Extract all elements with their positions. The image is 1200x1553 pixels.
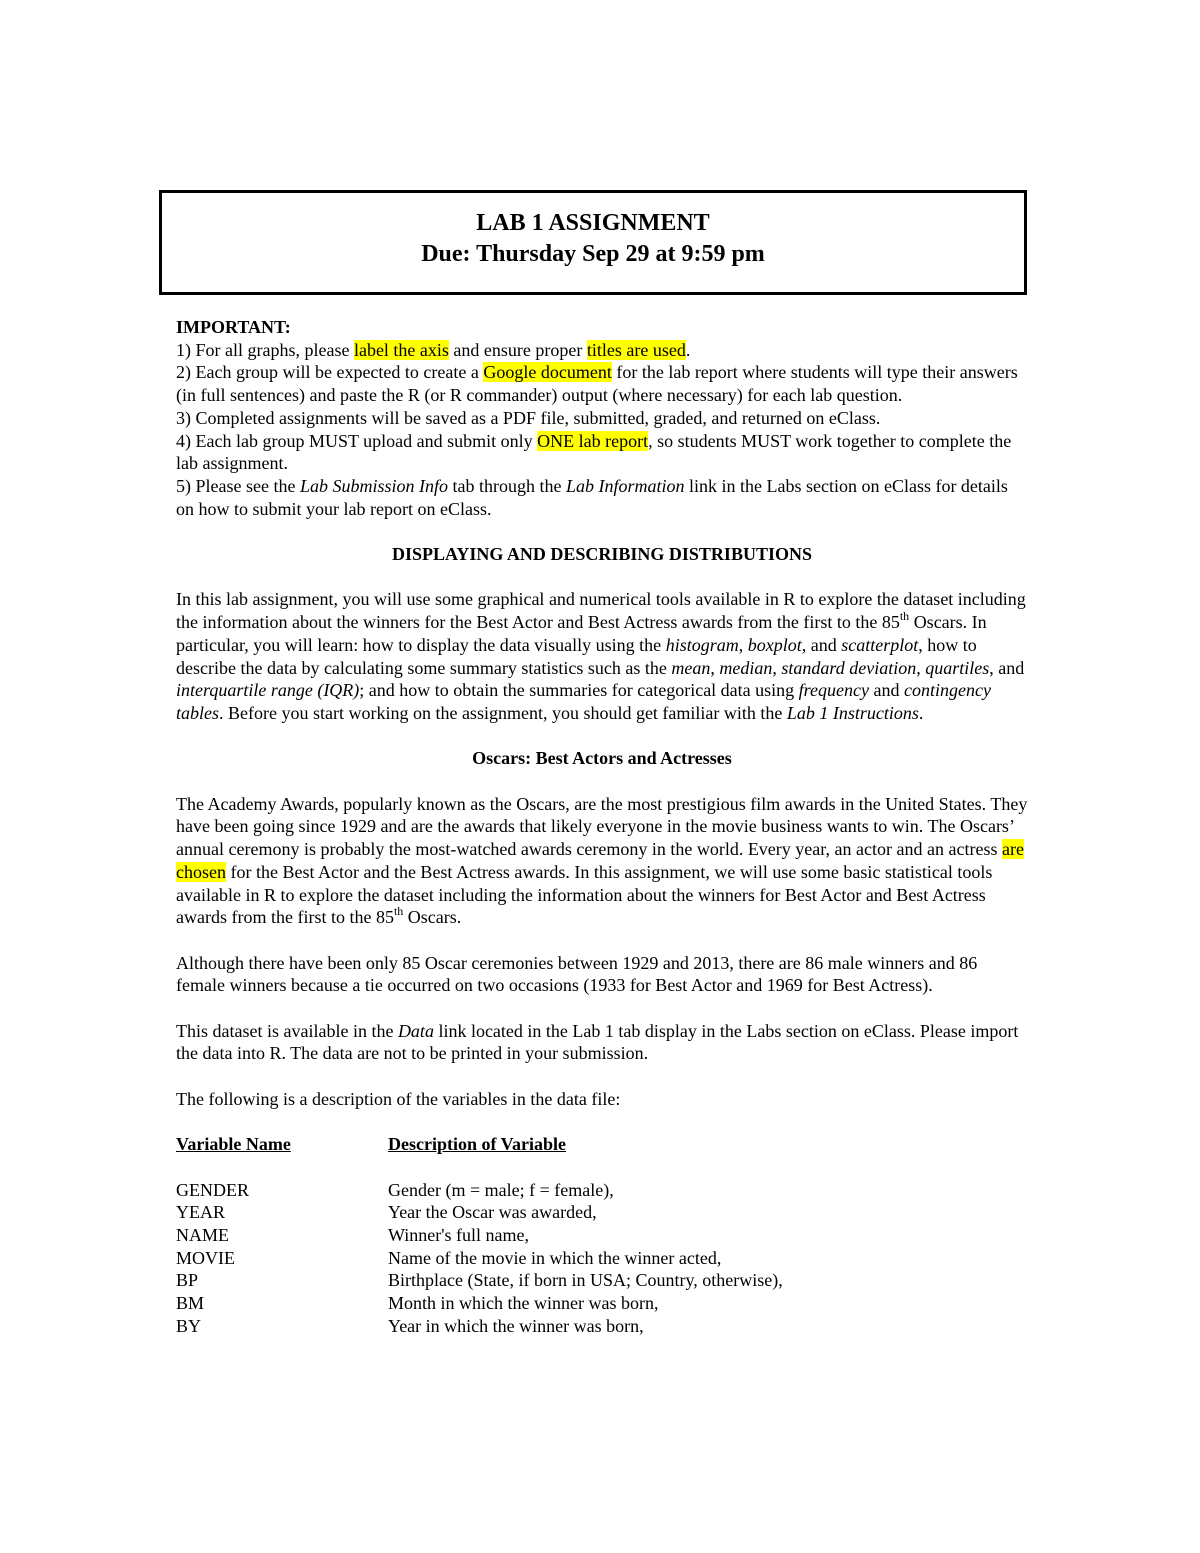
oscars-paragraph-2: Although there have been only 85 Oscar ceremonies between 1929 and 2013, there are 86 male winners and 86 female winners because a tie occurred on two occasions (1933 for Best Actor and 1969 for Best Actress). <box>176 952 978 996</box>
variable-table <box>176 1133 1028 1337</box>
oscars-paragraph-4: The following is a description of the variables in the data file: <box>176 1088 621 1109</box>
variable-desc: Year the Oscar was awarded, <box>388 1202 597 1223</box>
variable-name: BM <box>176 1293 205 1314</box>
variable-name: GENDER <box>176 1179 249 1200</box>
oscars-paragraph-3: This dataset is available in the Data link located in the Lab 1 tab display in the Labs section on eClass. Please import the data into R. The data are not to be printed in your submission. <box>176 1020 1019 1064</box>
variable-desc: Year in which the winner was born, <box>388 1315 644 1336</box>
oscars-paragraph-1: The Academy Awards, popularly known as the Oscars, are the most prestigious film awards in the United States. They have been going since 1929 and are the awards that likely everyone in the movie business wants to win. The Oscars’ annual ceremony is probably the most-watched awards ceremony in the world. Every year, an actor and an actress are chosen for the Best Actor and the Best Actress awards. In this assignment, we will use some basic statistical tools available in R to explore the dataset including the information about the winners for Best Actor and Best Actress awards from the first to the 85th Oscars. <box>176 793 1028 928</box>
important-item-2: 2) Each group will be expected to create a Google document for the lab report where students will type their answers (in full sentences) and paste the R (or R commander) output (where necessary) for each lab question. <box>176 362 1018 406</box>
important-item-5: 5) Please see the Lab Submission Info tab through the Lab Information link in the Labs section on eClass for details on how to submit your lab report on eClass. <box>176 475 1008 519</box>
due-date: Due: Thursday Sep 29 at 9:59 pm <box>421 241 765 267</box>
variable-name-header: Variable Name <box>176 1134 291 1155</box>
variable-name: NAME <box>176 1224 229 1245</box>
variable-name: BP <box>176 1270 199 1291</box>
highlight-are-chosen: are chosen <box>176 839 1024 882</box>
section-heading-distributions: DISPLAYING AND DESCRIBING DISTRIBUTIONS <box>392 544 812 565</box>
variable-desc: Winner's full name, <box>388 1224 529 1245</box>
document-body <box>176 316 1028 1338</box>
variable-name: YEAR <box>176 1202 225 1223</box>
variable-name: BY <box>176 1315 202 1336</box>
important-item-3: 3) Completed assignments will be saved as a PDF file, submitted, graded, and returned on eClass. <box>176 407 881 428</box>
assignment-title: LAB 1 ASSIGNMENT <box>476 210 710 236</box>
highlight-titles: titles are used <box>586 339 686 360</box>
variable-desc: Gender (m = male; f = female), <box>388 1179 614 1200</box>
variable-description-header: Description of Variable <box>388 1134 566 1155</box>
important-item-1: 1) For all graphs, please label the axis and ensure proper titles are used. <box>176 339 691 360</box>
variable-desc: Name of the movie in which the winner acted, <box>388 1247 722 1268</box>
intro-paragraph: In this lab assignment, you will use some graphical and numerical tools available in R to explore the dataset including the information about the winners for the Best Actor and Best Actress awards from the first to the 85th Oscars. In particular, you will learn: how to display the data visually using the histogram, boxplot, and scatterplot, how to describe the data by calculating some summary statistics such as the mean, median, standard deviation, quartiles, and interquartile range (IQR); and how to obtain the summaries for categorical data using frequency and contingency tables. Before you start working on the assignment, you should get familiar with the Lab 1 Instructions. <box>176 589 1026 723</box>
variable-name: MOVIE <box>176 1247 235 1268</box>
variable-desc: Birthplace (State, if born in USA; Country, otherwise), <box>388 1270 783 1291</box>
title-box <box>159 190 1027 295</box>
highlight-label-axis: label the axis <box>353 339 449 360</box>
important-label: IMPORTANT: <box>176 317 291 337</box>
highlight-one-lab-report: ONE lab report <box>537 430 649 451</box>
variable-desc: Month in which the winner was born, <box>388 1293 659 1314</box>
highlight-google-doc: Google document <box>483 362 612 383</box>
important-item-4: 4) Each lab group MUST upload and submit only ONE lab report, so students MUST work together to complete the lab assignment. <box>176 430 1012 474</box>
section-heading-oscars: Oscars: Best Actors and Actresses <box>472 748 732 769</box>
